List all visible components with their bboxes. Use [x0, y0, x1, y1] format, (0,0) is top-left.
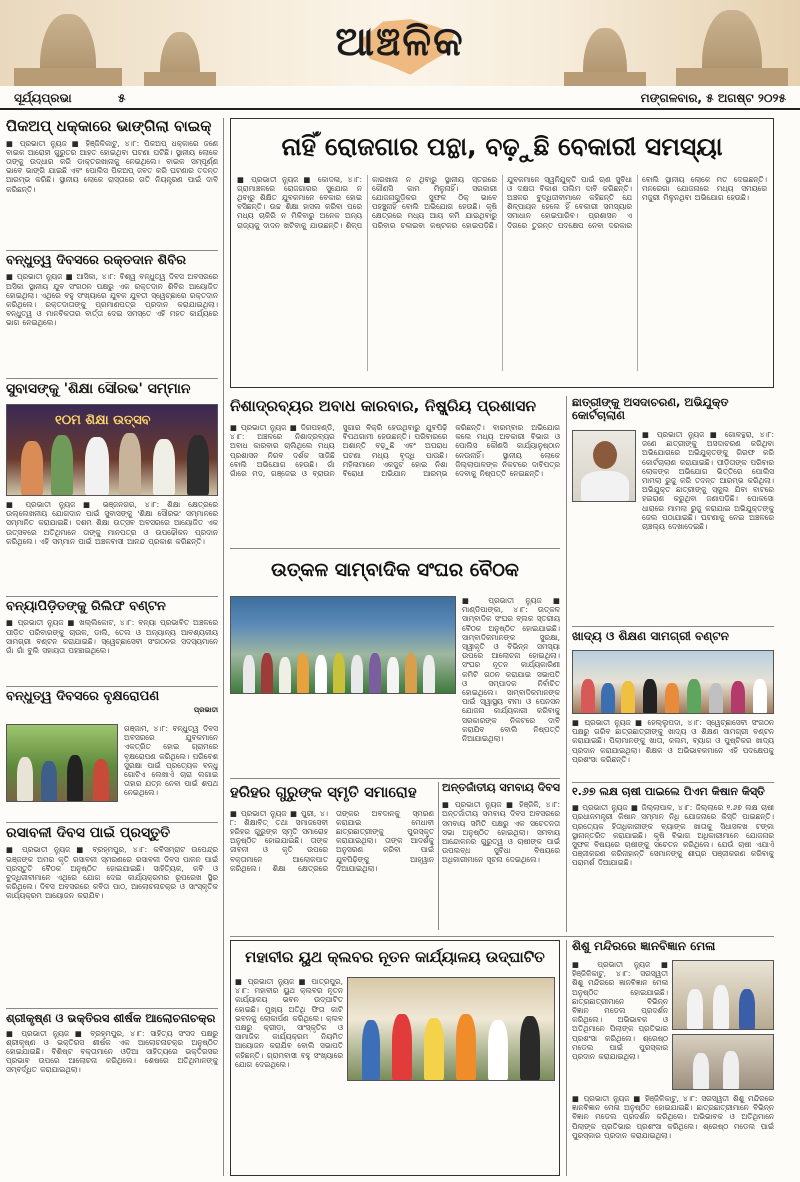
page-number: ୫ — [118, 91, 126, 105]
article-flood-relief — [6, 600, 218, 684]
article-youth-club — [230, 940, 560, 1176]
article-body: ■ ପ୍ରଭାତୀ ନ୍ୟୁଜ ■ ଭଞ୍ଜନଗର, ୪।୮: ଶିକ୍ଷା କ୍ଷେତ୍ରରେ ଉଲ୍ଲେଖନୀୟ ଯୋଗଦାନ ପାଇଁ ସୁବାସଙ୍କୁ 'ଶିକ୍ଷା ସୌରଭ' ସମ୍ମାନରେ ସମ୍ମାନିତ କରାଯାଇଛି। ଦଶମ ଶିକ୍ଷା ଉତ୍ସବ ଅବସରରେ ଆୟୋଜିତ ଏକ ଉତ୍ସବରେ ଅତିଥିମାନେ ତାଙ୍କୁ ମାନପତ୍ର ଓ ଉପଢୌକନ ପ୍ରଦାନ କରିଥିଲେ। ଏହି ସମ୍ମାନ ପାଇଁ ଅଞ୍ଚଳବାସୀ ଆନନ୍ଦ ପ୍ରକାଶ କରିଛନ୍ତି। — [6, 500, 218, 546]
article-rasabali-day — [6, 826, 218, 1006]
brand-name: ସୂର୍ଯ୍ୟପ୍ରଭା — [14, 91, 72, 105]
article-pm-kisan — [572, 786, 774, 930]
masthead — [0, 0, 800, 86]
temple-left-illustration — [8, 6, 128, 86]
headline: ନାହିଁ ରୋଜଗାର ପନ୍ଥା, ବଢ଼ୁଛି ବେକାରୀ ସମସ୍ୟା — [281, 132, 723, 161]
article-body: ■ ପ୍ରଭାତୀ ନ୍ୟୁଜ ■ ଆସିକା, ୪।୮: ବିଶ୍ୱ ବନ୍ଧୁତ୍ୱ ଦିବସ ଅବସରରେ ଅସିକା ସ୍ଥାନୀୟ ଯୁବ ସଂଗଠନ ପକ୍ଷରୁ ଏକ ରକ୍ତଦାନ ଶିବିର ଆୟୋଜିତ ହୋଇଥିଲା। ଏଥିରେ ବହୁ ସଂଖ୍ୟାରେ ଯୁବକ ଯୁବତୀ ସ୍ୱେଚ୍ଛାରେ ରକ୍ତଦାନ କରିଥିଲେ। ରକ୍ତଦାତାଙ୍କୁ ପ୍ରମାଣପତ୍ର ପ୍ରଦାନ କରାଯାଇଥିଲା। ବନ୍ଧୁତ୍ୱ ଓ ମାନବିକତାର ବାର୍ତ୍ତା ଦେଇ ସମସ୍ତେ ଏହି ମହତ କାର୍ଯ୍ୟରେ ଭାଗ ନେଇଥିଲେ। — [6, 272, 218, 328]
article-award — [6, 382, 218, 594]
headline: ହରିହର ଗୁରୁଙ୍କ ସ୍ମୃତି ସମାରୋହ — [230, 783, 417, 801]
headline: ପିକଅପ୍ ଧକ୍କାରେ ଭାଙ୍ଗିଲା ବାଇକ୍ — [6, 118, 212, 135]
article-cooperative-day — [442, 782, 560, 932]
article-body: ■ ପ୍ରଭାତୀ ନ୍ୟୁଜ ■ ଦିଗପହଣ୍ଡି, ୪।୮: ଅଞ୍ଚଳରେ ନିଶାଦ୍ରବ୍ୟର ଅବାଧ କାରବାର ଚାଲିଥିଲେ ମଧ୍ୟ ପ୍ରଶାସନ ନିରବ ଦର୍ଶକ ସାଜିଛି ବୋଲି ଅଭିଯୋଗ ହେଉଛି। ଗାଁ ଗାଁରେ ମଦ, ଗଞ୍ଜେଇ ଓ ବ୍ରାଉନ ସୁଗାର ବିକ୍ରି ହେଉଥିବାରୁ ଯୁବପିଢ଼ି ବିପଥଗାମୀ ହେଉଛନ୍ତି। ପରିବାରରେ ଅଶାନ୍ତି ବଢ଼ୁଛି ଏବଂ ଅପରାଧ ଘଟଣା ମଧ୍ୟ ବୃଦ୍ଧି ପାଉଛି। ମହିଳାମାନେ ଏକଜୁଟ ହୋଇ ନିଶା ବିରୋଧୀ ଅଭିଯାନ ଆରମ୍ଭ କରିଛନ୍ତି। ବାରମ୍ବାର ଅଭିଯୋଗ କଲେ ମଧ୍ୟ ଅବକାରୀ ବିଭାଗ ଓ ପୋଲିସ କୌଣସି କାର୍ଯ୍ୟାନୁଷ୍ଠାନ ନେଉନାହିଁ। ସ୍ଥାନୀୟ ଲୋକେ ଜିଲ୍ଲାପାଳଙ୍କ ନିକଟରେ ଦାବିପତ୍ର ଦେବାକୁ ନିଷ୍ପତ୍ତି ନେଇଛନ୍ତି। — [230, 423, 560, 479]
article-body: ■ ପ୍ରଭାତୀ ନ୍ୟୁଜ ■ ଜିଲ୍ଲାପାଳ, ୪।୮: ଜିଲ୍ଲାରେ ୧.୬୭ ଲକ୍ଷ ଚାଷୀ ପ୍ରଧାନମନ୍ତ୍ରୀ କିଷାନ ସମ୍ମାନ ନିଧି ଯୋଜନାରେ କିସ୍ତି ପାଇଛନ୍ତି। ପ୍ରତ୍ୟେକ ହିତାଧିକାରୀଙ୍କ ବ୍ୟାଙ୍କ ଖାତାକୁ ସିଧାସଳଖ ଟଙ୍କା ସ୍ଥାନାନ୍ତରିତ କରାଯାଇଛି। କୃଷି ବିଭାଗ ଅଧିକାରୀମାନେ ଯୋଜନାର ସୁଫଳ ବିଷୟରେ ଚାଷୀଙ୍କୁ ସଚେତନ କରିଥିଲେ। ଯେଉଁ ଚାଷୀ ଏଯାଏଁ ପଞ୍ଜୀକରଣ କରିନାହାନ୍ତି ସେମାନଙ୍କୁ ଶୀଘ୍ର ପଞ୍ଜୀକରଣ କରିବାକୁ ପରାମର୍ଶ ଦିଆଯାଇଛି। — [572, 803, 774, 868]
headline: ଅନ୍ତର୍ଜାତୀୟ ସମବାୟ ଦିବସ — [442, 782, 560, 794]
article-body: ■ ପ୍ରଭାତୀ ନ୍ୟୁଜ ■ ଖଲ୍ଲିକୋଟ, ୪।୮: ବନ୍ୟା ପ୍ରଭାବିତ ଅଞ୍ଚଳରେ ପୀଡ଼ିତ ପରିବାରଙ୍କୁ ଚାଉଳ, ଡାଲି, ତେଲ ଓ ଅନ୍ୟାନ୍ୟ ଆବଶ୍ୟକୀୟ ସାମଗ୍ରୀ ବଣ୍ଟନ କରାଯାଇଛି। ସ୍ୱେଚ୍ଛାସେବୀ ସଂଗଠନର ସଦସ୍ୟମାନେ ଗାଁ ଗାଁ ବୁଲି ସହାୟତା ପହଞ୍ଚାଇଥିଲେ। — [6, 618, 218, 655]
tree-photo — [6, 724, 118, 802]
article-body: ■ ପ୍ରଭାତୀ ନ୍ୟୁଜ ■ ପାତ୍ରପୁର, ୪।୮: ମହାବୀର ୟୁଥ କ୍ଲବର ନୂତନ କାର୍ଯ୍ୟାଳୟ ଭବନ ଉଦ୍‌ଘାଟିତ ହୋଇଛି। ମୁଖ୍ୟ ଅତିଥି ଫିତା କାଟି ଭବନକୁ ଲୋକାର୍ପଣ କରିଥିଲେ। କ୍ଲବ ପକ୍ଷରୁ କ୍ରୀଡ଼ା, ସାଂସ୍କୃତିକ ଓ ସାମାଜିକ କାର୍ଯ୍ୟକ୍ରମ ନିୟମିତ ଆୟୋଜନ କରାଯିବ ବୋଲି ସଭାପତି କହିଛନ୍ତି। ଗ୍ରାମବାସୀ ବହୁ ସଂଖ୍ୟାରେ ଯୋଗ ଦେଇଥିଲେ। — [235, 977, 343, 1069]
article-memorial — [230, 782, 434, 932]
temple-right2-illustration — [560, 20, 650, 86]
issue-date: ମଙ୍ଗଳବାର, ୫ ଅଗଷ୍ଟ ୨୦୨୫ — [640, 91, 786, 105]
article-body: ■ ପ୍ରଭାତୀ ନ୍ୟୁଜ ■ ମାଣ୍ଡିପାଙ୍କା, ୪।୮: ଉତ୍କଳ ସାମ୍ବାଦିକ ସଂଘର ବ୍ଲକ ସ୍ତରୀୟ ବୈଠକ ଅନୁଷ୍ଠିତ ହୋଇଯାଇଛି। ସାମ୍ବାଦିକମାନଙ୍କ ସୁରକ୍ଷା, ସ୍ୱୀକୃତି ଓ ବିଭିନ୍ନ ସମସ୍ୟା ଉପରେ ଆଲୋଚନା ହୋଇଥିଲା। ସଂଘର ନୂତନ କାର୍ଯ୍ୟକାରିଣୀ କମିଟି ଗଠନ କରାଯାଇ ସଭାପତି ଓ ସମ୍ପାଦକ ନିର୍ବାଚିତ ହୋଇଥିଲେ। ସାମ୍ବାଦିକମାନଙ୍କ ପାଇଁ ସ୍ୱାସ୍ଥ୍ୟ ବୀମା ଓ ପେନସନ ଯୋଜନା କାର୍ଯ୍ୟକାରୀ କରିବାକୁ ସରକାରଙ୍କ ନିକଟରେ ଦାବି କରାଯିବ ବୋଲି ନିଷ୍ପତ୍ତି ନିଆଯାଇଥିଲା। — [462, 596, 560, 744]
article-body: ■ ପ୍ରଭାତୀ ନ୍ୟୁଜ ■ ହେଲ୍ଲୁପଦା, ୪।୮: ସ୍ୱେଚ୍ଛାସେବୀ ସଂଗଠନ ପକ୍ଷରୁ ଗରିବ ଛାତ୍ରଛାତ୍ରୀଙ୍କୁ ଖାଦ୍ୟ ଓ ଶିକ୍ଷଣ ସାମଗ୍ରୀ ବଣ୍ଟନ କରାଯାଇଛି। ପିଲାମାନଙ୍କୁ ଖାତା, କଲମ, ବ୍ୟାଗ ଓ ପୁଷ୍ଟିକର ଖାଦ୍ୟ ପ୍ରଦାନ କରାଯାଇଥିଲା। ଶିକ୍ଷକ ଓ ଅଭିଭାବକମାନେ ଏହି ପଦକ୍ଷେପକୁ ପ୍ରଶଂସା କରିଛନ୍ତି। — [572, 718, 774, 764]
headline: ଶିଶୁ ମନ୍ଦିରରେ ଜ୍ଞାନବିଜ୍ଞାନ ମେଳା — [572, 940, 716, 953]
headline: ସୁବାସଙ୍କୁ 'ଶିକ୍ଷା ସୌରଭ' ସମ୍ମାନ — [6, 382, 191, 397]
headline: ୧.୬୭ ଲକ୍ଷ ଚାଷୀ ପାଇଲେ ପିଏମ କିଷାନ କିସ୍ତି — [572, 786, 765, 798]
article-lead-unemployment — [230, 118, 774, 388]
inauguration-photo — [347, 977, 555, 1081]
photo-banner-text: ୧୦ମ ଶିକ୍ଷା ଉତ୍ସବ — [55, 413, 151, 428]
headline: ବନ୍ଧୁତ୍ୱ ଦିବସରେ ରକ୍ତଦାନ ଶିବିର — [6, 254, 186, 268]
article-student-case — [572, 396, 774, 624]
dateline — [0, 88, 800, 110]
article-blood-donation — [6, 254, 218, 376]
headline: ଖାଦ୍ୟ ଓ ଶିକ୍ଷଣ ସାମଗ୍ରୀ ବଣ୍ଟନ — [572, 630, 729, 643]
headline: ରସାବଳୀ ଦିବସ ପାଇଁ ପ୍ରସ୍ତୁତି — [6, 826, 171, 841]
headline: ବନ୍ୟାପିଡ଼ିତଙ୍କୁ ରିଲିଫ ବଣ୍ଟନ — [6, 600, 166, 614]
headline: ଉତ୍କଳ ସାମ୍ବାଦିକ ସଂଘର ବୈଠକ — [271, 559, 519, 581]
article-body: ■ ପ୍ରଭାତୀ ନ୍ୟୁଜ ■ ପୁରୀ, ୪।୮: ଶିକ୍ଷାବିତ୍ ତଥା ସମାଜସେବୀ ହରିହର ଗୁରୁଙ୍କ ସ୍ମୃତି ସମାରୋହ ଅନୁଷ୍ଠିତ ହୋଇଯାଇଛି। ତାଙ୍କ ଜୀବନୀ ଓ କୃତି ଉପରେ ବକ୍ତାମାନେ ଆଲୋକପାତ କରିଥିଲେ। ଶିକ୍ଷା କ୍ଷେତ୍ରରେ ତାଙ୍କର ଅବଦାନକୁ ସ୍ମରଣ କରାଯାଇ ମେଧାବୀ ଛାତ୍ରଛାତ୍ରୀଙ୍କୁ ପୁରସ୍କୃତ କରାଯାଇଥିଲା। ତାଙ୍କ ଆଦର୍ଶକୁ ଅନୁସରଣ କରିବା ପାଇଁ ଯୁବପିଢ଼ିଙ୍କୁ ଆହ୍ୱାନ ଦିଆଯାଇଥିଲା। — [230, 808, 434, 873]
headline: ମହାବୀର ୟୁଥ କ୍ଲବର ନୂତନ କାର୍ଯ୍ୟାଳୟ ଉଦ୍‌ଘାଟିତ — [245, 948, 545, 966]
headline: ନିଶାଦ୍ରବ୍ୟର ଅବାଧ କାରବାର, ନିଷ୍କ୍ରିୟ ପ୍ରଶାସନ — [230, 397, 537, 415]
article-bike — [6, 118, 218, 248]
headline: ଶ୍ରୀକୃଷ୍ଣ ଓ ଭକ୍ତିରସ ଶୀର୍ଷକ ଆଲୋଚନାଚକ୍ର — [6, 1012, 216, 1025]
article-journalist-union — [230, 554, 560, 774]
science-fair-photo-1 — [672, 960, 774, 1030]
article-body-continued: ■ ପ୍ରଭାତୀ ନ୍ୟୁଜ ■ ହିଞ୍ଜିଳିକାଟୁ, ୪।୮: ସରସ୍ୱତୀ ଶିଶୁ ମନ୍ଦିରରେ ଜ୍ଞାନବିଜ୍ଞାନ ମେଳା ଅନୁଷ୍ଠିତ ହୋଇଯାଇଛି। ଛାତ୍ରଛାତ୍ରୀମାନେ ବିଭିନ୍ନ ବିଜ୍ଞାନ ମଡେଲ ପ୍ରଦର୍ଶନ କରିଥିଲେ। ଅଭିଭାବକ ଓ ଅତିଥିମାନେ ପିଲାଙ୍କ ପ୍ରତିଭାର ପ୍ରଶଂସା କରିଥିଲେ। ଶ୍ରେଷ୍ଠ ମଡେଲ ପାଇଁ ପୁରସ୍କାର ପ୍ରଦାନ କରାଯାଇଥିଲା। — [572, 1094, 774, 1140]
article-body: ■ ପ୍ରଭାତୀ ନ୍ୟୁଜ ■ ବ୍ରହ୍ମପୁର, ୪।୮: କବିସମ୍ରାଟ ଉପେନ୍ଦ୍ର ଭଞ୍ଜଙ୍କ ଅମର କୃତି ରସାବଳୀ ସ୍ମରଣରେ ରସାବଳୀ ଦିବସ ପାଳନ ପାଇଁ ପ୍ରସ୍ତୁତି ବୈଠକ ଅନୁଷ୍ଠିତ ହୋଇଯାଇଛି। ସାହିତ୍ୟିକ, କବି ଓ ବୁଦ୍ଧିଜୀବୀମାନେ ଏଥିରେ ଯୋଗ ଦେଇ କାର୍ଯ୍ୟକ୍ରମର ରୂପରେଖ ସ୍ଥିର କରିଥିଲେ। ଦିବସ ଅବସରରେ କବିତା ପାଠ, ଆଲୋଚନାଚକ୍ର ଓ ସାଂସ୍କୃତିକ କାର୍ଯ୍ୟକ୍ରମ ଆୟୋଜନ କରାଯିବ। — [6, 845, 218, 901]
article-body: ■ ପ୍ରଭାତୀ ନ୍ୟୁଜ ■ କୋଦଳା, ୪।୮: ଗ୍ରାମାଞ୍ଚଳରେ ରୋଜଗାରର ସୁଯୋଗ ନ ଥିବାରୁ ଶିକ୍ଷିତ ଯୁବକମାନେ ବେକାର ହୋଇ ବସିଛନ୍ତି। ଉଚ୍ଚ ଶିକ୍ଷା ହାସଲ କରିବା ପରେ ମଧ୍ୟ ଚାକିରି ନ ମିଳିବାରୁ ଅନେକ ଅନ୍ୟ ରାଜ୍ୟକୁ ଦାଦନ ଖଟିବାକୁ ଯାଉଛନ୍ତି। ଶିଳ୍ପ କାରଖାନା ନ ଥିବାରୁ ସ୍ଥାନୀୟ ସ୍ତରରେ କୌଣସି କାମ ମିଳୁନାହିଁ। ସରକାରୀ ଯୋଜନାଗୁଡ଼ିକର ସୁଫଳ ଠିକ୍ ଭାବେ ପହଞ୍ଚୁନାହିଁ ବୋଲି ଅଭିଯୋଗ ହେଉଛି। କୃଷି କ୍ଷେତ୍ରରେ ମଧ୍ୟ ଆୟ କମି ଯାଇଥିବାରୁ ପରିବାର ଚଳାଇବା କଷ୍ଟକର ହୋଇପଡ଼ିଛି। ଯୁବକମାନେ ସ୍ୱନିଯୁକ୍ତି ପାଇଁ ଋଣ ସୁବିଧା ଓ ଦକ୍ଷତା ବିକାଶ ତାଲିମ ଦାବି କରିଛନ୍ତି। ଅଞ୍ଚଳର ବୁଦ୍ଧିଜୀବୀମାନେ କହିଛନ୍ତି ଯେ ଶିଳ୍ପାୟନ ହେଲେ ହିଁ ବେକାରୀ ସମସ୍ୟାର ସମାଧାନ ହୋଇପାରିବ। ପ୍ରଶାସନ ଏ ଦିଗରେ ତୁରନ୍ତ ପଦକ୍ଷେପ ନେବା ଦରକାର ବୋଲି ସ୍ଥାନୀୟ ଲୋକେ ମତ ଦେଇଛନ୍ତି। ମନରେଗା ଯୋଜନାରେ ମଧ୍ୟ ସମୟରେ ମଜୁରୀ ମିଳୁନଥିବା ଅଭିଯୋଗ ହେଉଛି। — [237, 174, 767, 230]
article-body: ଗଞ୍ଜାମ, ୪।୮: ବନ୍ଧୁତ୍ୱ ଦିବସ ଅବସରରେ ଯୁବକମାନେ ଏକତ୍ରିତ ହୋଇ ଗ୍ରାମରେ ବୃକ୍ଷରୋପଣ କରିଥିଲେ। ପରିବେଶ ସୁରକ୍ଷା ପାଇଁ ପ୍ରତ୍ୟେକ ବନ୍ଧୁ ଗୋଟିଏ ଲେଖାଏଁ ଚାରା ଲଗାଇ ତାହାର ଯତ୍ନ ନେବା ପାଇଁ ଶପଥ ନେଇଥିଲେ। — [124, 724, 218, 798]
article-body: ■ ପ୍ରଭାତୀ ନ୍ୟୁଜ ■ ହିଞ୍ଜିଳିକାଟୁ, ୪।୮: ସରସ୍ୱତୀ ଶିଶୁ ମନ୍ଦିରରେ ଜ୍ଞାନବିଜ୍ଞାନ ମେଳା ଅନୁଷ୍ଠିତ ହୋଇଯାଇଛି। ଛାତ୍ରଛାତ୍ରୀମାନେ ବିଭିନ୍ନ ବିଜ୍ଞାନ ମଡେଲ ପ୍ରଦର୍ଶନ କରିଥିଲେ। ଅଭିଭାବକ ଓ ଅତିଥିମାନେ ପିଲାଙ୍କ ପ୍ରତିଭାର ପ୍ରଶଂସା କରିଥିଲେ। ଶ୍ରେଷ୍ଠ ମଡେଲ ପାଇଁ ପୁରସ୍କାର ପ୍ରଦାନ କରାଯାଇଥିଲା। — [572, 960, 668, 1062]
temple-right-illustration — [670, 4, 794, 86]
article-seminar — [6, 1012, 218, 1176]
byline: ପ୍ରଭାତୀ — [193, 706, 218, 715]
article-body: ■ ପ୍ରଭାତୀ ନ୍ୟୁଜ ■ ହିଞ୍ଜିଳିକାଟୁ, ୪।୮: ପିକଅପ୍ ଧକ୍କାରେ ଜଣେ ବାଇକ ଆରୋହୀ ଗୁରୁତର ଆହତ ହୋଇଥିବା ଘଟଣା ଘଟିଛି। ସ୍ଥାନୀୟ ଲୋକେ ତାଙ୍କୁ ଉଦ୍ଧାର କରି ଡାକ୍ତରଖାନାକୁ ନେଇଥିଲେ। ବାଇକ ସମ୍ପୂର୍ଣ୍ଣ ଭାବେ ଭାଙ୍ଗି ଯାଇଛି ଏବଂ ପୋଲିସ ପିକଅପ୍ ଜବତ କରି ଘଟଣାର ତଦନ୍ତ ଆରମ୍ଭ କରିଛି। ସ୍ଥାନୀୟ ଲୋକେ ରାସ୍ତାରେ ଗତି ନିୟନ୍ତ୍ରଣ ପାଇଁ ଦାବି କରିଛନ୍ତି। — [6, 138, 218, 194]
distribution-photo — [572, 650, 774, 714]
science-fair-photo-2 — [672, 1034, 774, 1090]
article-science-fair — [572, 940, 774, 1176]
union-meeting-photo — [230, 596, 456, 694]
article-tree-plantation — [6, 690, 218, 820]
article-food-distribution — [572, 630, 774, 780]
headline: ବନ୍ଧୁତ୍ୱ ଦିବସରେ ବୃକ୍ଷରୋପଣ — [6, 690, 160, 704]
award-photo — [6, 404, 218, 496]
accused-photo — [572, 430, 636, 502]
article-body: ■ ପ୍ରଭାତୀ ନ୍ୟୁଜ ■ ବ୍ରହ୍ମପୁର, ୪।୮: ସାହିତ୍ୟ ସଂସଦ ପକ୍ଷରୁ ଶ୍ରୀକୃଷ୍ଣ ଓ ଭକ୍ତିରସ ଶୀର୍ଷକ ଏକ ଆଲୋଚନାଚକ୍ର ଅନୁଷ୍ଠିତ ହୋଇଯାଇଛି। ବିଶିଷ୍ଟ ବକ୍ତାମାନେ ଓଡ଼ିଆ ସାହିତ୍ୟରେ ଭକ୍ତିରସର ପ୍ରଭାବ ଉପରେ ଆଲୋଚନା କରିଥିଲେ। ଶେଷରେ ଅତିଥିମାନଙ୍କୁ ସମ୍ବର୍ଦ୍ଧିତ କରାଯାଇଥିଲା। — [6, 1028, 218, 1075]
article-body: ■ ପ୍ରଭାତୀ ନ୍ୟୁଜ ■ ଗୋଳନ୍ଥରା, ୪।୮: ଜଣେ ଛାତ୍ରୀଙ୍କୁ ଅସଦାଚରଣ କରିଥିବା ଅଭିଯୋଗରେ ଅଭିଯୁକ୍ତଙ୍କୁ ଗିରଫ କରି କୋର୍ଟଚାଲାଣ କରାଯାଇଛି। ପୀଡ଼ିତାଙ୍କ ପରିବାର ଲୋକଙ୍କ ଅଭିଯୋଗ ଭିତ୍ତିରେ ପୋଲିସ ମାମଲା ରୁଜୁ କରି ତଦନ୍ତ ଆରମ୍ଭ କରିଥିଲା। ଅଭିଯୁକ୍ତ ଛାତ୍ରୀଙ୍କୁ ସ୍କୁଲ ଯିବା ବାଟରେ ହଇରାଣ କରୁଥିବା ଜଣାପଡ଼ିଛି। ପୋକସୋ ଧାରାରେ ମାମଲା ରୁଜୁ କରାଯାଇ ଅଭିଯୁକ୍ତଙ୍କୁ ଜେଲ ପଠାଯାଇଛି। ଘଟଣାକୁ ନେଇ ଅଞ୍ଚଳରେ ଚାଞ୍ଚଲ୍ୟ ଦେଖାଦେଇଛି। — [642, 430, 774, 532]
headline: ଛାତ୍ରୀଙ୍କୁ ଅସଦାଚରଣ, ଅଭିଯୁକ୍ତ କୋର୍ଟଚାଲାଣ — [572, 396, 729, 422]
article-drugs — [230, 396, 560, 542]
temple-left2-illustration — [140, 26, 220, 86]
article-body: ■ ପ୍ରଭାତୀ ନ୍ୟୁଜ ■ ହିଞ୍ଜିଳି, ୪।୮: ଅନ୍ତର୍ଜାତୀୟ ସମବାୟ ଦିବସ ଅବସରରେ ସମବାୟ ସମିତି ପକ୍ଷରୁ ଏକ ସଚେତନତା ସଭା ଅନୁଷ୍ଠିତ ହୋଇଥିଲା। ସମବାୟ ଆନ୍ଦୋଳନର ଗୁରୁତ୍ୱ ଓ ଚାଷୀଙ୍କ ପାଇଁ ଉପଲବ୍ଧ ସୁବିଧା ବିଷୟରେ ଅଧିକାରୀମାନେ ସୂଚନା ଦେଇଥିଲେ। — [442, 800, 560, 865]
section-title: ଆଞ୍ଚଳିକ — [335, 18, 465, 65]
